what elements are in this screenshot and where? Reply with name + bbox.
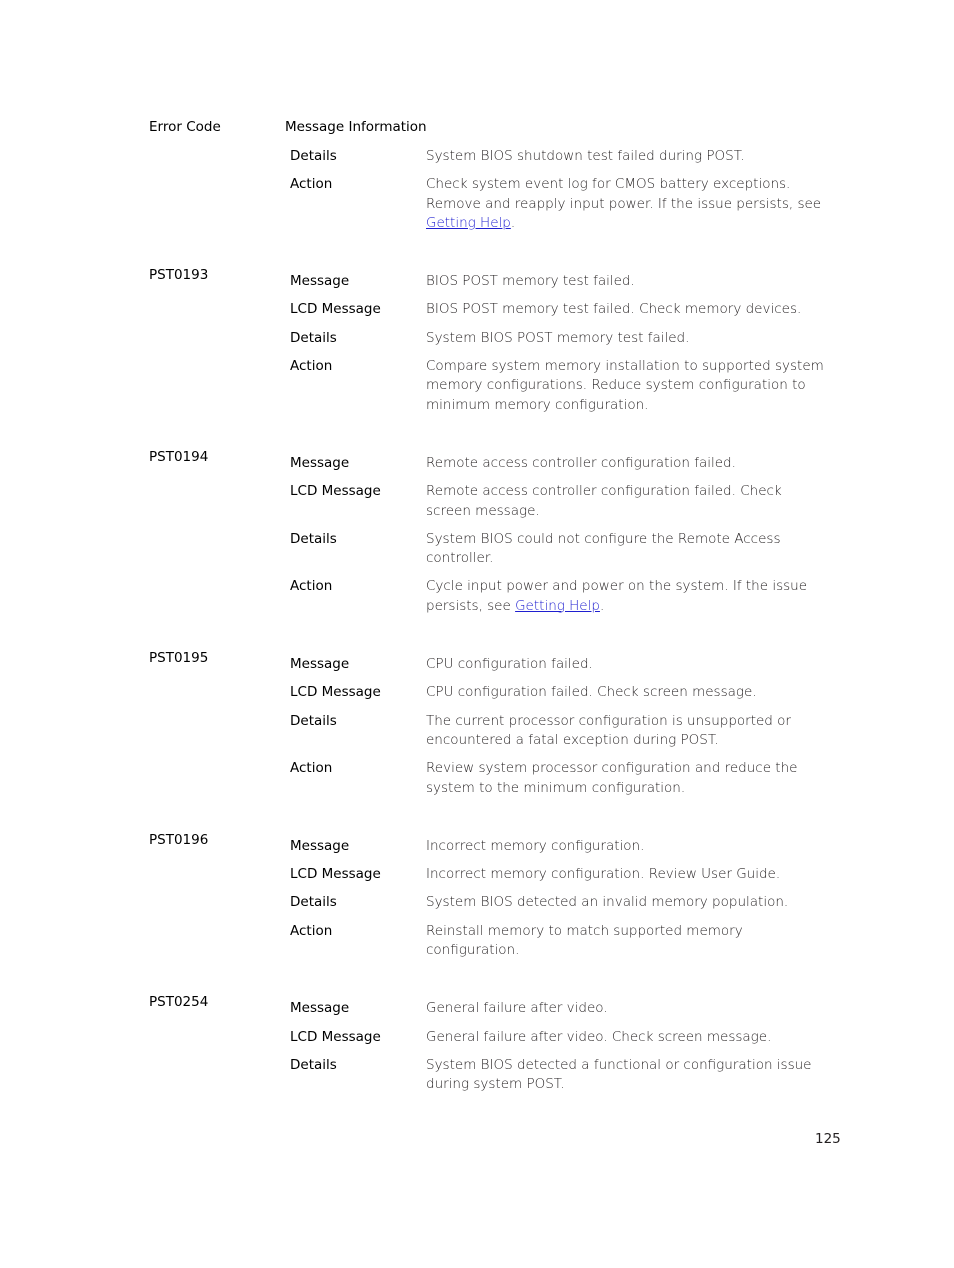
page-number: 125 (815, 1131, 841, 1147)
row-value (426, 272, 826, 291)
row-label: Details (290, 894, 337, 911)
group-spacer (149, 807, 839, 832)
row-text: Cycle input power and power on the system. If the issue persists, see (426, 578, 808, 614)
group-spacer (149, 625, 839, 650)
row-value (426, 922, 826, 961)
message-row (290, 683, 839, 702)
group-spacer (149, 424, 839, 449)
row-text: BIOS POST memory test failed. (426, 273, 635, 290)
row-label: Action (290, 358, 333, 375)
row-value (426, 893, 826, 912)
row-label: Action (290, 578, 333, 595)
row-label: Details (290, 530, 337, 547)
row-text: BIOS POST memory test failed. Check memory devices. (426, 301, 802, 318)
row-text-tail: . (599, 597, 605, 614)
error-code: PST0196 (149, 831, 209, 848)
getting-help-link[interactable]: Getting Help (426, 214, 511, 231)
message-row (290, 300, 839, 319)
error-group (149, 449, 839, 616)
row-label: Message (290, 454, 350, 471)
row-label: Details (290, 712, 337, 729)
message-row (290, 1028, 839, 1047)
row-label: LCD Message (290, 866, 381, 883)
row-label: Action (290, 760, 333, 777)
row-value (426, 759, 826, 798)
row-text: Check system event log for CMOS battery exceptions. Remove and reapply input power. If the issue persists, see (426, 176, 822, 212)
row-value (426, 454, 826, 473)
message-row (290, 577, 839, 616)
message-row (290, 759, 839, 798)
row-text: Incorrect memory configuration. (426, 837, 645, 854)
row-text: System BIOS detected a functional or configuration issue during system POST. (426, 1056, 812, 1093)
row-label: Details (290, 1056, 337, 1073)
row-text: System BIOS detected an invalid memory population. (426, 894, 789, 911)
message-row (290, 329, 839, 348)
row-value (426, 300, 826, 319)
row-label: LCD Message (290, 1028, 381, 1045)
message-row (290, 922, 839, 961)
message-row (290, 272, 839, 291)
row-text: The current processor configuration is unsupported or encountered a fatal exception during POST. (426, 712, 791, 748)
error-group (149, 832, 839, 960)
header-message-information: Message Information (285, 119, 427, 135)
row-text-tail: . (510, 214, 516, 231)
error-code-table (149, 147, 839, 1104)
error-code: PST0254 (149, 994, 209, 1011)
group-spacer (149, 242, 839, 267)
group-spacer (149, 969, 839, 994)
row-text: CPU configuration failed. (426, 656, 593, 673)
row-text: General failure after video. Check screen message. (426, 1028, 772, 1045)
error-group (149, 147, 839, 233)
message-row (290, 712, 839, 751)
row-value (426, 683, 826, 702)
row-label: LCD Message (290, 483, 381, 500)
row-text: Incorrect memory configuration. Review User Guide. (426, 866, 781, 883)
message-row (290, 357, 839, 415)
message-row (290, 837, 839, 856)
message-row (290, 865, 839, 884)
error-group (149, 267, 839, 415)
row-value (426, 865, 826, 884)
error-code: PST0193 (149, 267, 209, 284)
message-row (290, 893, 839, 912)
row-label: Message (290, 656, 350, 673)
error-code: PST0195 (149, 650, 209, 667)
row-label: Action (290, 176, 333, 193)
message-row (290, 147, 839, 166)
row-label: LCD Message (290, 684, 381, 701)
message-row (290, 454, 839, 473)
row-value (426, 482, 826, 521)
row-text: Reinstall memory to match supported memory configuration. (426, 922, 743, 959)
row-label: Message (290, 837, 350, 854)
row-text: System BIOS shutdown test failed during POST. (426, 148, 745, 164)
row-label: Details (290, 148, 337, 164)
row-value (426, 530, 826, 569)
message-row (290, 655, 839, 674)
row-text: Compare system memory installation to supported system memory configurations. Reduce system configuration to minimum memory configuration. (426, 358, 824, 413)
row-value (426, 577, 826, 616)
row-text: System BIOS could not configure the Remote Access controller. (426, 530, 781, 567)
row-text: Remote access controller configuration failed. Check screen message. (426, 483, 782, 519)
error-code: PST0194 (149, 448, 209, 465)
message-row (290, 175, 839, 233)
row-value (426, 712, 826, 751)
error-group (149, 994, 839, 1094)
row-value (426, 655, 826, 674)
row-text: System BIOS POST memory test failed. (426, 329, 690, 346)
row-value (426, 357, 826, 415)
row-value (426, 999, 826, 1018)
error-group (149, 650, 839, 798)
message-row (290, 482, 839, 521)
row-label: Details (290, 329, 337, 346)
row-text: Review system processor configuration and reduce the system to the minimum configuration. (426, 760, 798, 796)
row-text: CPU configuration failed. Check screen message. (426, 684, 757, 701)
row-label: LCD Message (290, 301, 381, 318)
row-value (426, 837, 826, 856)
header-error-code: Error Code (149, 119, 221, 135)
row-label: Action (290, 922, 333, 939)
row-value (426, 329, 826, 348)
row-value (426, 1056, 826, 1095)
getting-help-link[interactable]: Getting Help (515, 597, 600, 614)
row-value (426, 1028, 826, 1047)
message-row (290, 1056, 839, 1095)
row-text: General failure after video. (426, 1000, 608, 1017)
row-text: Remote access controller configuration failed. (426, 454, 736, 471)
row-label: Message (290, 273, 350, 290)
message-row (290, 530, 839, 569)
row-value (426, 175, 826, 233)
row-label: Message (290, 1000, 350, 1017)
row-value (426, 147, 826, 166)
message-row (290, 999, 839, 1018)
